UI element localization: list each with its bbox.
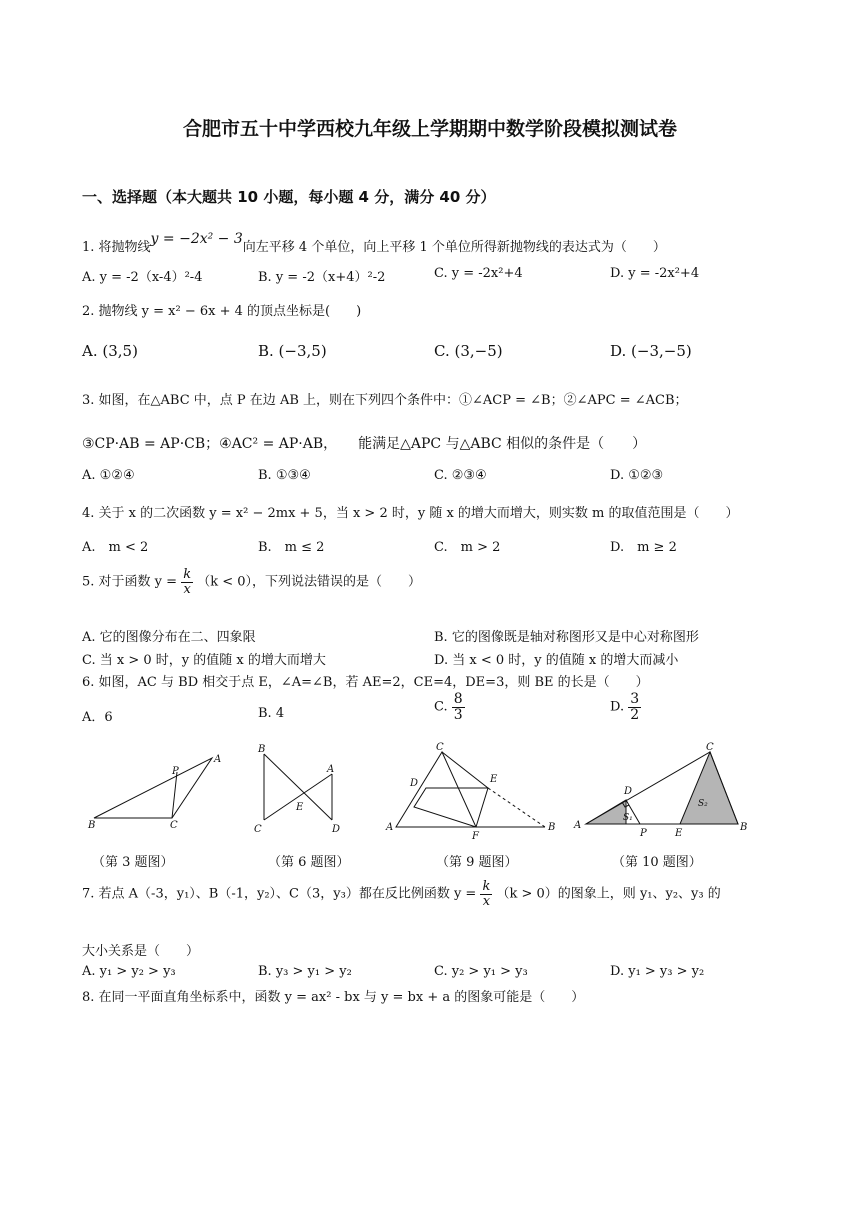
q3-option-b: B. ①③④	[258, 468, 311, 483]
fig9-label-e: E	[490, 774, 498, 785]
fig3-label-p: P	[172, 766, 179, 777]
fig3-triangle-abc	[94, 758, 212, 818]
fig9-parallelogram-defe	[414, 788, 488, 827]
fig6-label-b: B	[258, 744, 266, 755]
fig10-label-d: D	[624, 786, 633, 797]
q4-option-c: C. m > 2	[434, 540, 501, 555]
q6-option-c-label: C.	[434, 699, 448, 715]
fig9-caption: （第 9 题图）	[436, 855, 518, 870]
fig10-label-e: E	[675, 828, 683, 839]
q4-option-b: B. m ≤ 2	[258, 540, 325, 555]
fig10-shaded-s2	[680, 752, 738, 824]
q1-option-a: A. y = -2（x-4）²-4	[82, 270, 203, 285]
q5-option-a: A. 它的图像分布在二、四象限	[82, 630, 256, 645]
q5-stem-after: （k < 0），下列说法错误的是（ ）	[197, 574, 422, 590]
fig10-label-c: C	[706, 742, 714, 753]
q7-option-c: C. y₂ > y₁ > y₃	[434, 964, 528, 979]
fig9-triangle-acf	[396, 752, 476, 827]
section-heading: 一、选择题（本大题共 10 小题，每小题 4 分，满分 40 分）	[82, 188, 496, 206]
question-1	[82, 231, 666, 255]
fig6-label-d: D	[332, 824, 341, 835]
q6-option-c-fraction	[452, 692, 465, 722]
question-5	[82, 568, 421, 596]
q7-frac-numerator: k	[482, 879, 491, 894]
fig9-label-f: F	[472, 831, 479, 842]
fig10-label-p: P	[640, 828, 647, 839]
page-title: 合肥市五十中学西校九年级上学期期中数学阶段模拟测试卷	[182, 118, 677, 140]
question-6: 6. 如图，AC 与 BD 相交于点 E，∠A=∠B，若 AE=2，CE=4，DE=3，则 BE 的长是（ ）	[82, 675, 649, 690]
q6-option-d	[610, 692, 641, 722]
question-4: 4. 关于 x 的二次函数 y = x² − 2mx + 5，当 x > 2 时，y 随 x 的增大而增大，则实数 m 的取值范围是（ ）	[82, 506, 739, 521]
fig10-label-b: B	[740, 822, 748, 833]
fig10-caption: （第 10 题图）	[612, 855, 702, 870]
q5-frac-denominator: x	[183, 581, 191, 597]
q5-option-c: C. 当 x > 0 时，y 的值随 x 的增大而增大	[82, 653, 326, 668]
fig3-label-b: B	[88, 820, 96, 831]
q5-option-d: D. 当 x < 0 时，y 的值随 x 的增大而减小	[434, 653, 679, 668]
q7-stem-before: 7. 若点 A（-3，y₁）、B（-1，y₂）、C（3，y₃）都在反比例函数 y =	[82, 886, 477, 902]
question-7	[82, 880, 721, 908]
question-7-line-2: 大小关系是（ ）	[82, 944, 200, 959]
q6-c-denominator: 3	[453, 706, 463, 723]
q1-option-c: C. y = -2x²+4	[434, 266, 523, 281]
q6-option-c	[434, 692, 465, 722]
q1-formula: y = −2x² − 3	[150, 231, 243, 247]
fig10-label-s1: S₁	[623, 813, 633, 823]
q5-fraction	[181, 568, 193, 596]
question-3-line-1: 3. 如图，在△ABC 中，点 P 在边 AB 上，则在下列四个条件中：①∠ACP = ∠B；②∠APC = ∠ACB；	[82, 393, 688, 408]
q7-option-a: A. y₁ > y₂ > y₃	[82, 964, 176, 979]
fig3-caption: （第 3 题图）	[92, 855, 174, 870]
q2-option-a: A. (3,5)	[82, 342, 138, 360]
q1-option-b: B. y = -2（x+4）²-2	[258, 270, 386, 285]
fig9-segment-ce	[442, 752, 488, 788]
q2-option-b: B. (−3,5)	[258, 342, 327, 360]
q6-option-a: A．6	[82, 710, 113, 725]
fig9-label-a: A	[386, 822, 394, 833]
q1-stem-before: 1. 将抛物线	[82, 240, 151, 255]
q2-option-d: D. (−3,−5)	[610, 342, 692, 360]
figure-9	[396, 752, 545, 827]
fig9-label-b: B	[548, 822, 556, 833]
fig9-label-d: D	[410, 778, 419, 789]
fig6-label-e: E	[296, 802, 304, 813]
fig10-label-s2: S₂	[698, 799, 708, 809]
q5-frac-numerator: k	[183, 567, 192, 582]
q6-option-b: B. 4	[258, 706, 285, 721]
question-8: 8. 在同一平面直角坐标系中，函数 y = ax² - bx 与 y = bx + a 的图象可能是（ ）	[82, 990, 585, 1005]
q6-d-numerator: 3	[630, 691, 640, 707]
q7-frac-denominator: x	[482, 893, 491, 909]
fig3-label-a: A	[214, 754, 222, 765]
figure-3	[94, 758, 212, 818]
q7-option-b: B. y₃ > y₁ > y₂	[258, 964, 352, 979]
q6-option-d-fraction	[628, 692, 641, 722]
fig9-dashed-eb	[488, 788, 545, 827]
q7-fraction	[480, 880, 492, 908]
q7-stem-after: （k > 0）的图象上，则 y₁、y₂、y₃ 的	[496, 886, 721, 902]
fig3-label-c: C	[170, 820, 178, 831]
fig9-label-c: C	[436, 742, 444, 753]
q4-option-d: D. m ≥ 2	[610, 540, 677, 555]
q1-option-d: D. y = -2x²+4	[610, 266, 700, 281]
q6-d-denominator: 2	[630, 706, 640, 723]
q6-option-d-label: D.	[610, 699, 625, 715]
q7-option-d: D. y₁ > y₃ > y₂	[610, 964, 705, 979]
q4-option-a: A. m < 2	[82, 540, 149, 555]
fig6-line-ac	[264, 774, 332, 820]
q2-option-c: C. (3,−5)	[434, 342, 503, 360]
question-2: 2. 抛物线 y = x² − 6x + 4 的顶点坐标是( )	[82, 304, 362, 319]
q5-stem-before: 5. 对于函数 y =	[82, 574, 178, 590]
q3-option-d: D. ①②③	[610, 468, 664, 483]
fig6-caption: （第 6 题图）	[268, 855, 350, 870]
q3-option-c: C. ②③④	[434, 468, 487, 483]
q5-option-b: B. 它的图像既是轴对称图形又是中心对称图形	[434, 630, 699, 645]
figure-10	[586, 752, 738, 824]
fig10-label-a: A	[574, 820, 582, 831]
q3-option-a: A. ①②④	[82, 468, 135, 483]
figures-row	[80, 740, 780, 845]
fig6-label-a: A	[327, 764, 335, 775]
q1-stem-after: 向左平移 4 个单位，向上平移 1 个单位所得新抛物线的表达式为（ ）	[242, 240, 666, 255]
q6-c-numerator: 8	[453, 691, 463, 707]
question-3-line-2: ③CP·AB = AP·CB；④AC² = AP·AB， 能满足△APC 与△ABC 相似的条件是（ ）	[82, 436, 647, 452]
fig6-label-c: C	[254, 824, 262, 835]
